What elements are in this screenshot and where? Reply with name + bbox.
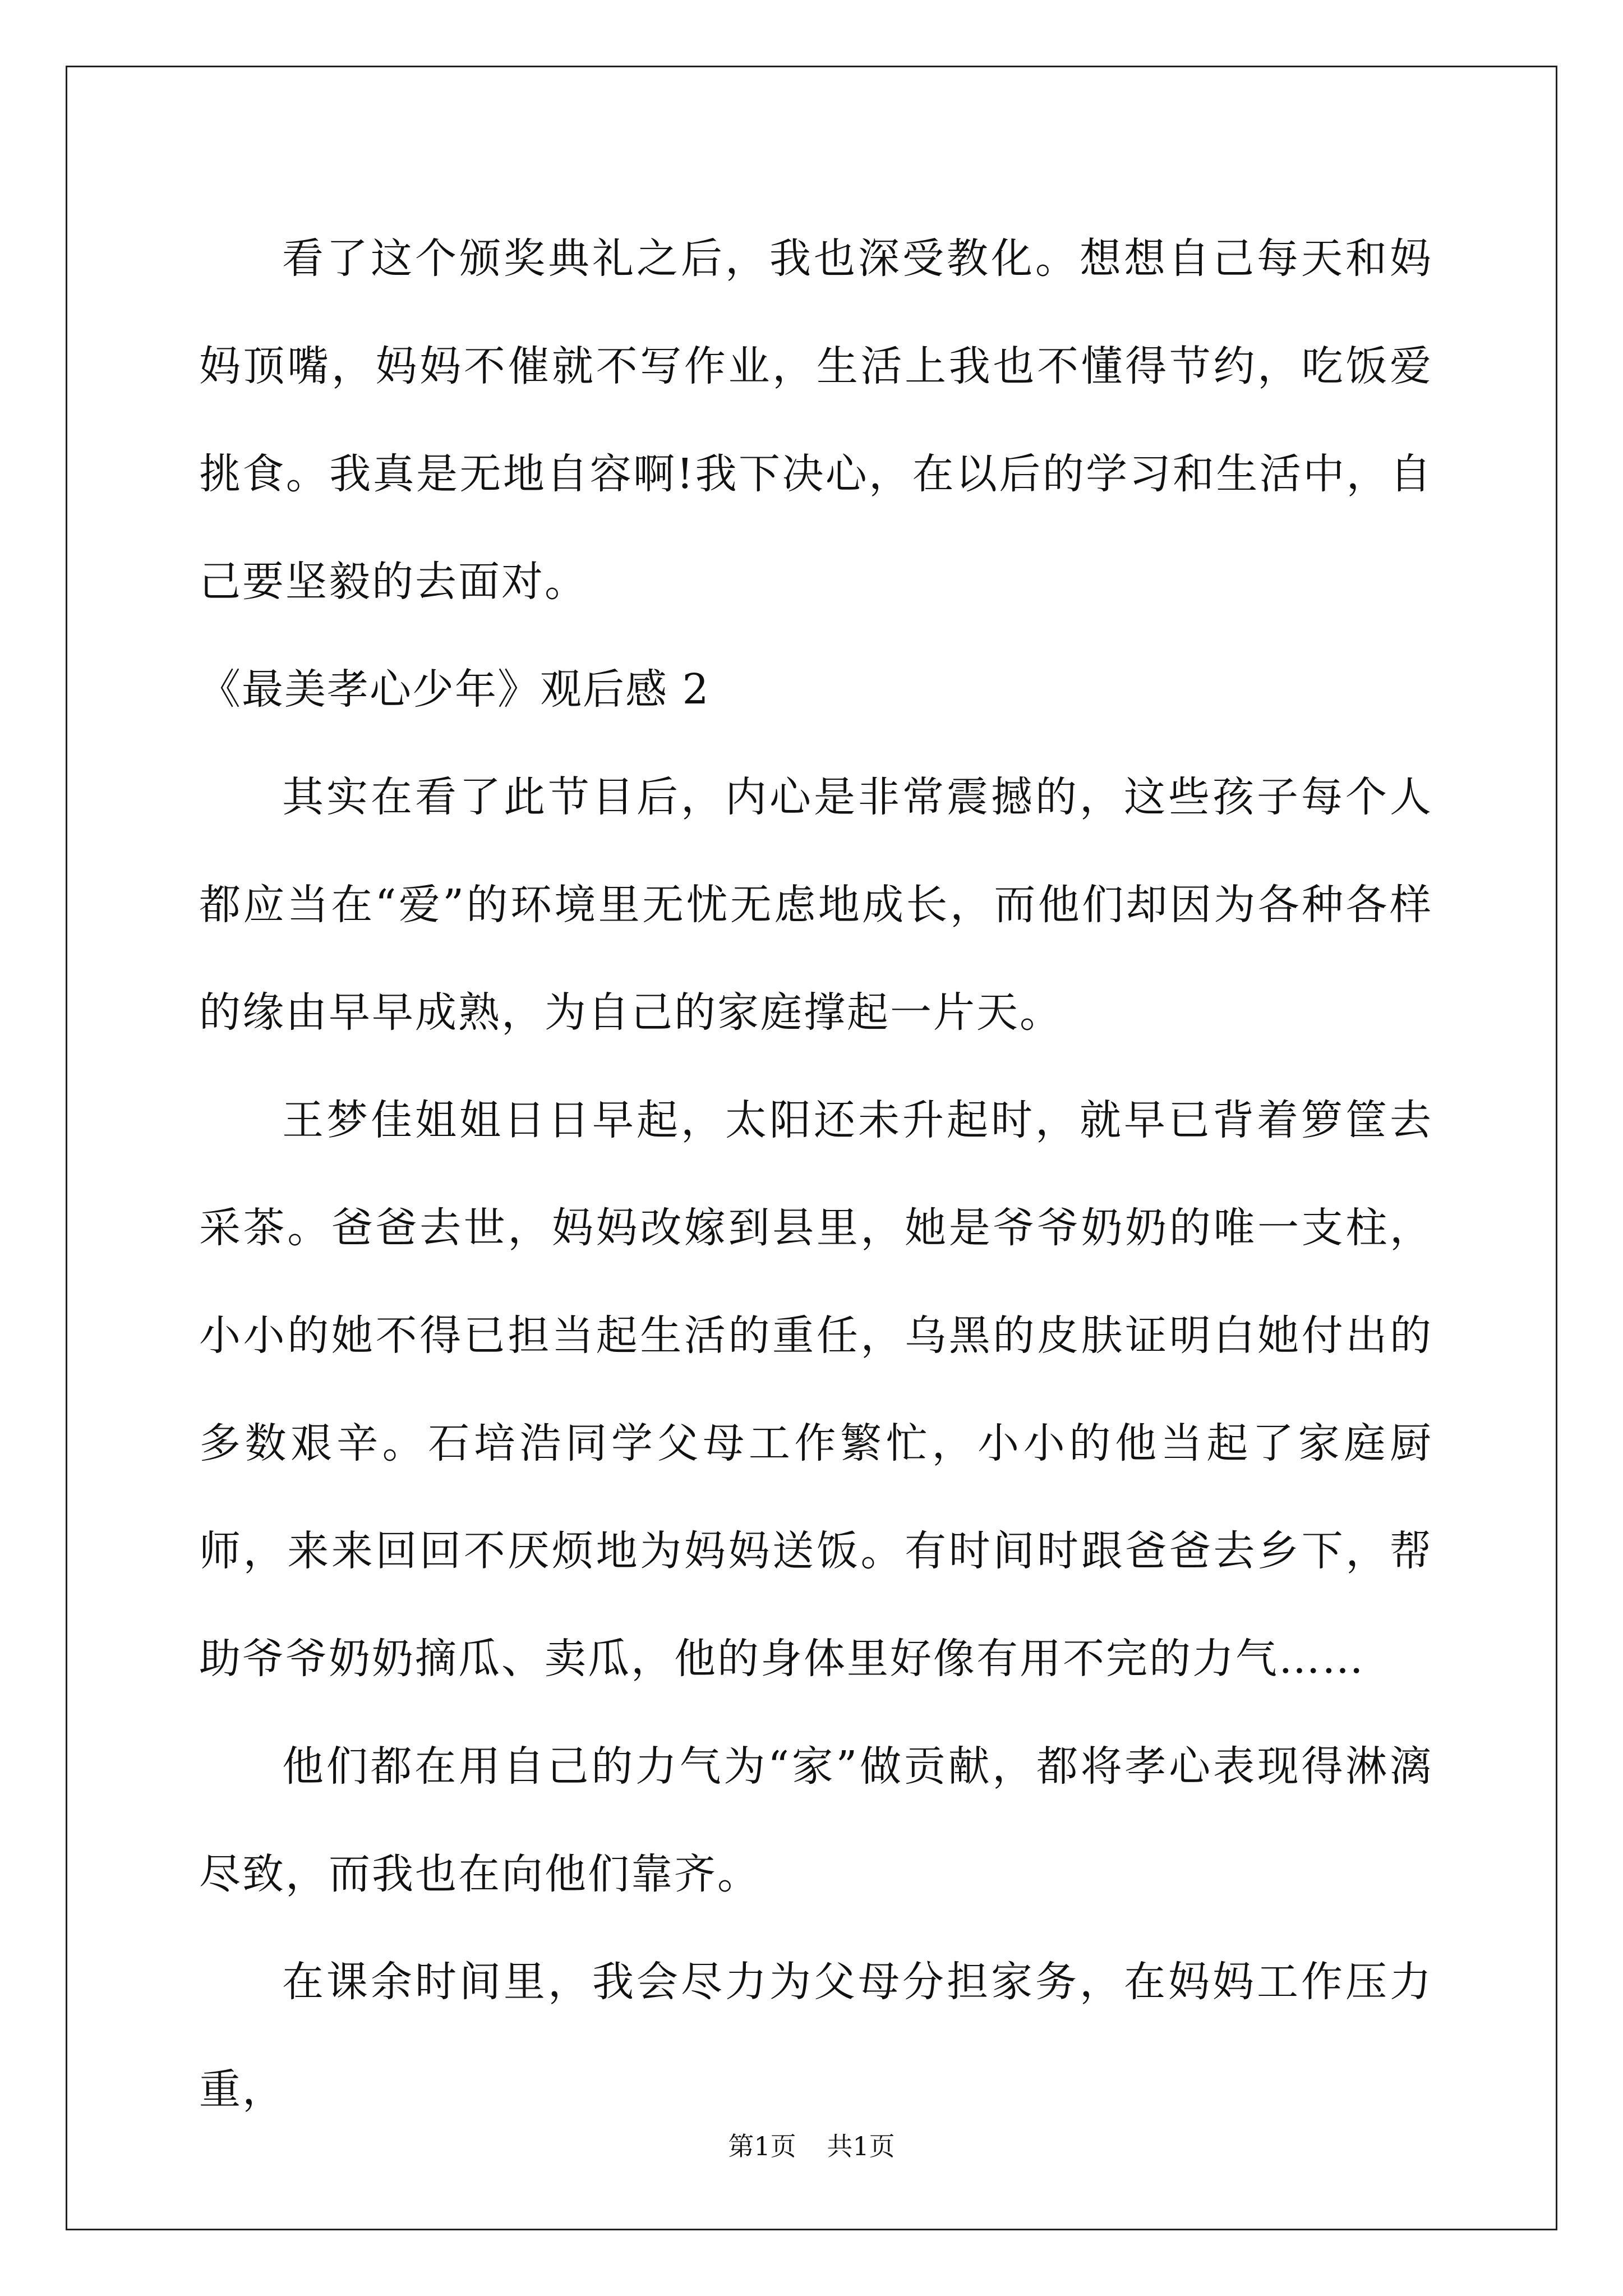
page-footer (0, 2126, 1623, 2163)
paragraph: 他们都在用自己的力气为“家”做贡献，都将孝心表现得淋漓尽致，而我也在向他们靠齐。 (199, 1742, 1433, 1898)
document-body (199, 205, 1433, 2143)
paragraph: 其实在看了此节目后，内心是非常震撼的，这些孩子每个人都应当在“爱”的环境里无忧无虑地成长，而他们却因为各种各样的缘由早早成熟，为自己的家庭撑起一片天。 (199, 773, 1433, 1037)
page-total: 共1页 (827, 2131, 895, 2161)
paragraph: 看了这个颁奖典礼之后，我也深受教化。想想自己每天和妈妈顶嘴，妈妈不催就不写作业，生活上我也不懂得节约，吃饭爱挑食。我真是无地自容啊!我下决心，在以后的学习和生活中，自己要坚毅的去面对。 (199, 234, 1433, 606)
section-heading: 《最美孝心少年》观后感 2 (199, 665, 710, 714)
paragraph: 在课余时间里，我会尽力为父母分担家务，在妈妈工作压力重， (199, 1958, 1433, 2114)
paragraph: 王梦佳姐姐日日早起，太阳还未升起时，就早已背着箩筐去采茶。爸爸去世，妈妈改嫁到县里，她是爷爷奶奶的唯一支柱，小小的她不得已担当起生活的重任，乌黑的皮肤证明白她付出的多数艰辛。石培浩同学父母工作繁忙，小小的他当起了家庭厨师，来来回回不厌烦地为妈妈送饭。有时间时跟爸爸去乡下，帮助爷爷奶奶摘瓜、卖瓜，他的身体里好像有用不完的力气…… (199, 1096, 1433, 1683)
page-number: 第1页 (728, 2131, 796, 2161)
